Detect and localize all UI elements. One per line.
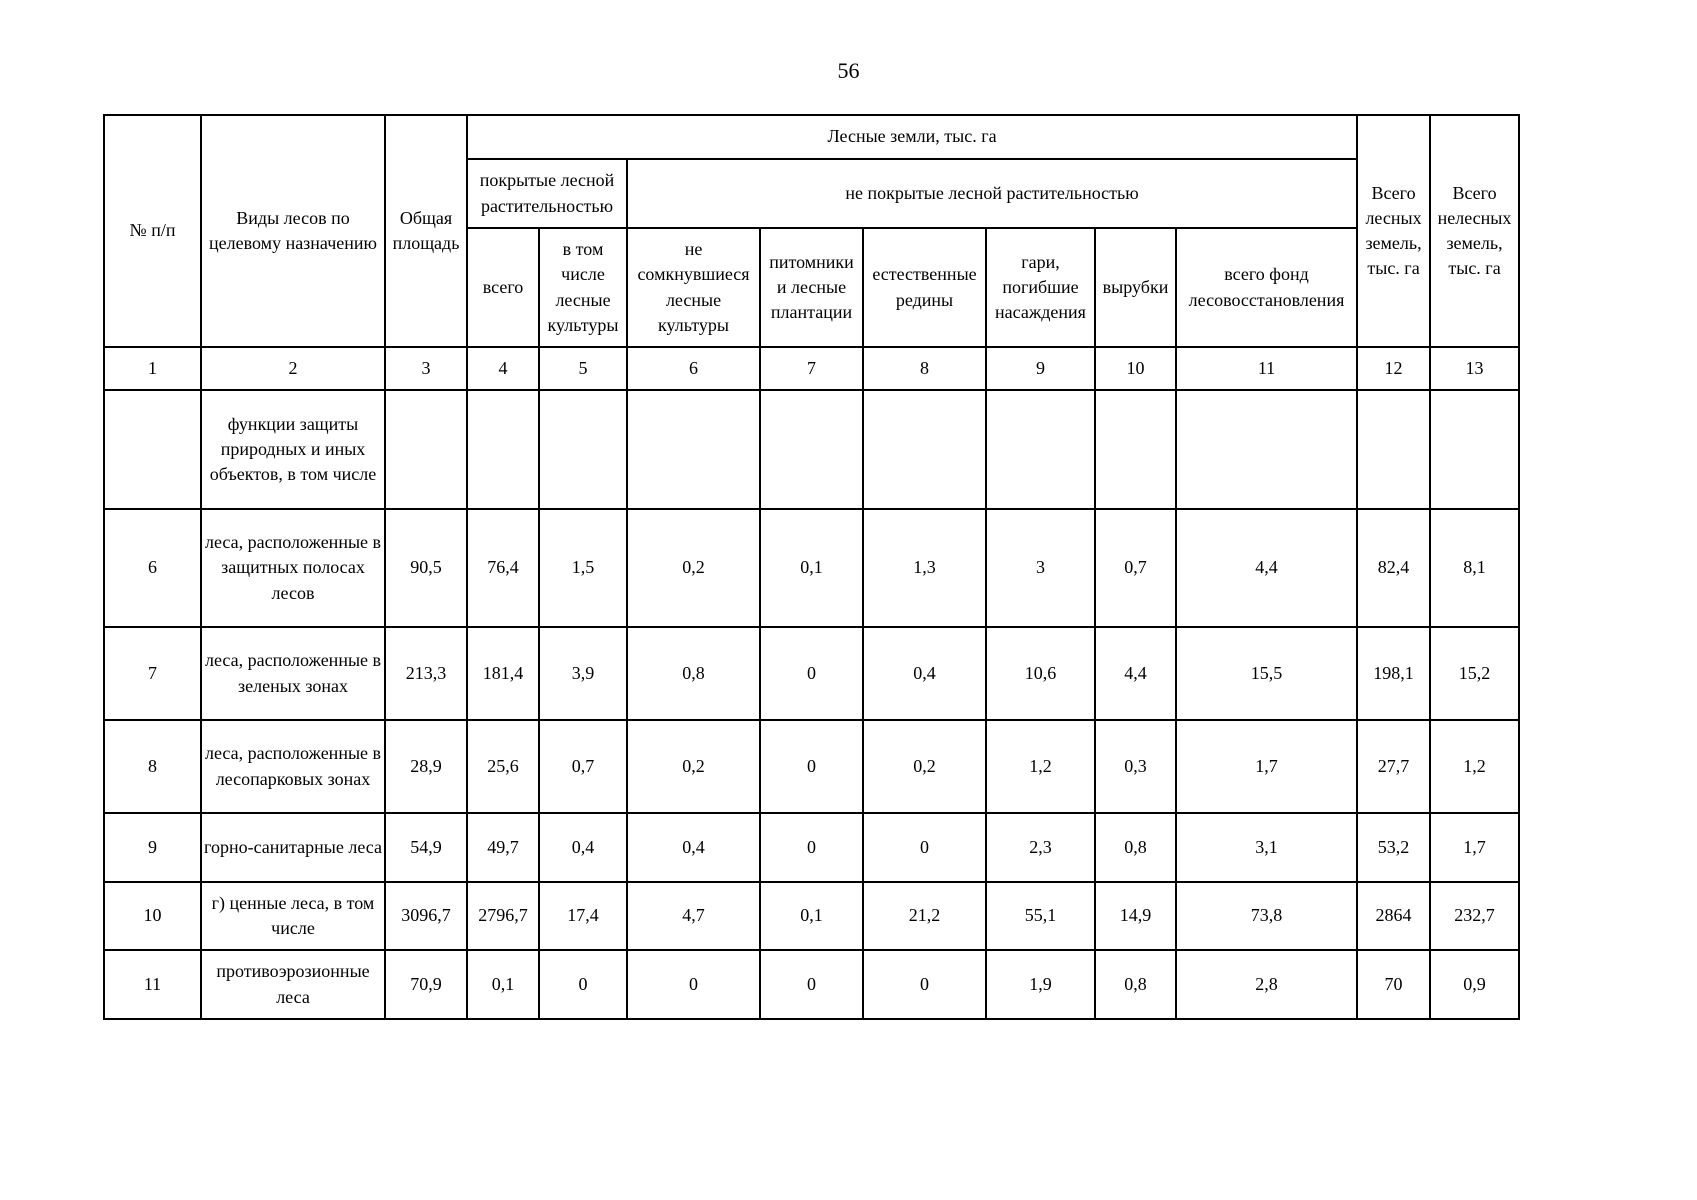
forest-type-cell: леса, расположенные в защитных полосах лесов [201,509,385,627]
table-row [104,390,1519,509]
row-number-cell: 9 [104,813,201,882]
header-not-covered: не покрытые лесной растительностью [627,159,1357,228]
column-number: 3 [385,347,467,390]
page-number: 56 [837,58,860,83]
row-number-cell: 8 [104,720,201,813]
value-cell [760,390,863,509]
value-cell: 25,6 [467,720,539,813]
value-cell: 73,8 [1176,882,1357,950]
value-cell: 2864 [1357,882,1430,950]
table-row [104,813,1519,882]
value-cell: 0,1 [467,950,539,1019]
table-row [104,882,1519,950]
value-cell: 0 [760,950,863,1019]
header-natural-sparse: естественные редины [863,228,986,347]
table-row [104,509,1519,627]
value-cell: 0,4 [627,813,760,882]
value-cell: 8,1 [1430,509,1519,627]
value-cell: 1,2 [986,720,1095,813]
header-nurseries: питомники и лесные плантации [760,228,863,347]
value-cell: 181,4 [467,627,539,720]
column-number: 5 [539,347,627,390]
value-cell: 14,9 [1095,882,1176,950]
header-total-area: Общая площадь [385,115,467,347]
column-number: 1 [104,347,201,390]
value-cell: 0,7 [1095,509,1176,627]
value-cell: 0,4 [863,627,986,720]
column-number: 8 [863,347,986,390]
row-number-cell: 6 [104,509,201,627]
row-number-cell [104,390,201,509]
value-cell [1176,390,1357,509]
value-cell: 0,2 [627,720,760,813]
value-cell: 49,7 [467,813,539,882]
header-total-nonforest-lands: Всего нелесных земель, тыс. га [1430,115,1519,347]
header-total-forest-lands: Всего лесных земель, тыс. га [1357,115,1430,347]
value-cell: 0 [863,813,986,882]
value-cell: 0,8 [1095,813,1176,882]
row-number-cell: 7 [104,627,201,720]
forest-type-cell: г) ценные леса, в том числе [201,882,385,950]
value-cell: 3,1 [1176,813,1357,882]
value-cell: 0 [760,720,863,813]
column-number: 13 [1430,347,1519,390]
value-cell: 70,9 [385,950,467,1019]
value-cell: 53,2 [1357,813,1430,882]
value-cell: 28,9 [385,720,467,813]
column-number: 2 [201,347,385,390]
forest-type-cell: леса, расположенные в зеленых зонах [201,627,385,720]
header-forest-type: Виды лесов по целевому назначению [201,115,385,347]
header-total: всего [467,228,539,347]
header-reforest-fund: всего фонд лесовосстановления [1176,228,1357,347]
value-cell [986,390,1095,509]
value-cell: 0,2 [863,720,986,813]
row-number-cell: 11 [104,950,201,1019]
value-cell: 3096,7 [385,882,467,950]
value-cell [539,390,627,509]
value-cell: 1,7 [1430,813,1519,882]
value-cell: 15,5 [1176,627,1357,720]
value-cell: 0,1 [760,509,863,627]
column-number: 11 [1176,347,1357,390]
value-cell: 90,5 [385,509,467,627]
table-row [104,627,1519,720]
header-incl-cultures: в том числе лесные культуры [539,228,627,347]
value-cell: 76,4 [467,509,539,627]
value-cell: 0 [863,950,986,1019]
value-cell: 2796,7 [467,882,539,950]
value-cell: 3,9 [539,627,627,720]
value-cell: 55,1 [986,882,1095,950]
column-number: 10 [1095,347,1176,390]
forest-lands-table [103,114,1520,1020]
table-row [104,950,1519,1019]
value-cell: 0 [760,813,863,882]
forest-type-cell: противоэрозионные леса [201,950,385,1019]
forest-type-cell: леса, расположенные в лесопарковых зонах [201,720,385,813]
header-forest-lands: Лесные земли, тыс. га [467,115,1357,159]
value-cell [627,390,760,509]
column-number: 12 [1357,347,1430,390]
value-cell: 27,7 [1357,720,1430,813]
value-cell: 4,4 [1095,627,1176,720]
value-cell: 17,4 [539,882,627,950]
table-row [104,720,1519,813]
forest-type-cell: горно-санитарные леса [201,813,385,882]
value-cell: 198,1 [1357,627,1430,720]
value-cell: 0,7 [539,720,627,813]
value-cell: 0,8 [1095,950,1176,1019]
forest-type-cell: функции защиты природных и иных объектов, в том числе [201,390,385,509]
value-cell: 82,4 [1357,509,1430,627]
value-cell: 0,4 [539,813,627,882]
value-cell: 21,2 [863,882,986,950]
value-cell [863,390,986,509]
value-cell: 0,8 [627,627,760,720]
value-cell: 0 [539,950,627,1019]
value-cell [1430,390,1519,509]
column-number: 4 [467,347,539,390]
value-cell: 4,7 [627,882,760,950]
value-cell: 0,1 [760,882,863,950]
column-number: 7 [760,347,863,390]
value-cell: 1,9 [986,950,1095,1019]
value-cell: 4,4 [1176,509,1357,627]
value-cell [467,390,539,509]
value-cell: 54,9 [385,813,467,882]
table-body [104,390,1519,1019]
value-cell: 0,9 [1430,950,1519,1019]
row-number-cell: 10 [104,882,201,950]
value-cell: 3 [986,509,1095,627]
value-cell: 0,2 [627,509,760,627]
value-cell: 0,3 [1095,720,1176,813]
column-number: 6 [627,347,760,390]
value-cell: 70 [1357,950,1430,1019]
value-cell: 2,8 [1176,950,1357,1019]
value-cell: 15,2 [1430,627,1519,720]
header-num: № п/п [104,115,201,347]
value-cell: 1,2 [1430,720,1519,813]
value-cell: 1,5 [539,509,627,627]
value-cell [1357,390,1430,509]
header-unclosed-cultures: не сомкнувшиеся лесные культуры [627,228,760,347]
value-cell: 213,3 [385,627,467,720]
value-cell: 232,7 [1430,882,1519,950]
value-cell [385,390,467,509]
value-cell: 10,6 [986,627,1095,720]
value-cell: 1,3 [863,509,986,627]
value-cell: 0 [627,950,760,1019]
header-burns: гари, погибшие насаждения [986,228,1095,347]
header-cuttings: вырубки [1095,228,1176,347]
value-cell: 0 [760,627,863,720]
value-cell [1095,390,1176,509]
value-cell: 1,7 [1176,720,1357,813]
header-covered: покрытые лесной растительностью [467,159,627,228]
value-cell: 2,3 [986,813,1095,882]
column-number: 9 [986,347,1095,390]
